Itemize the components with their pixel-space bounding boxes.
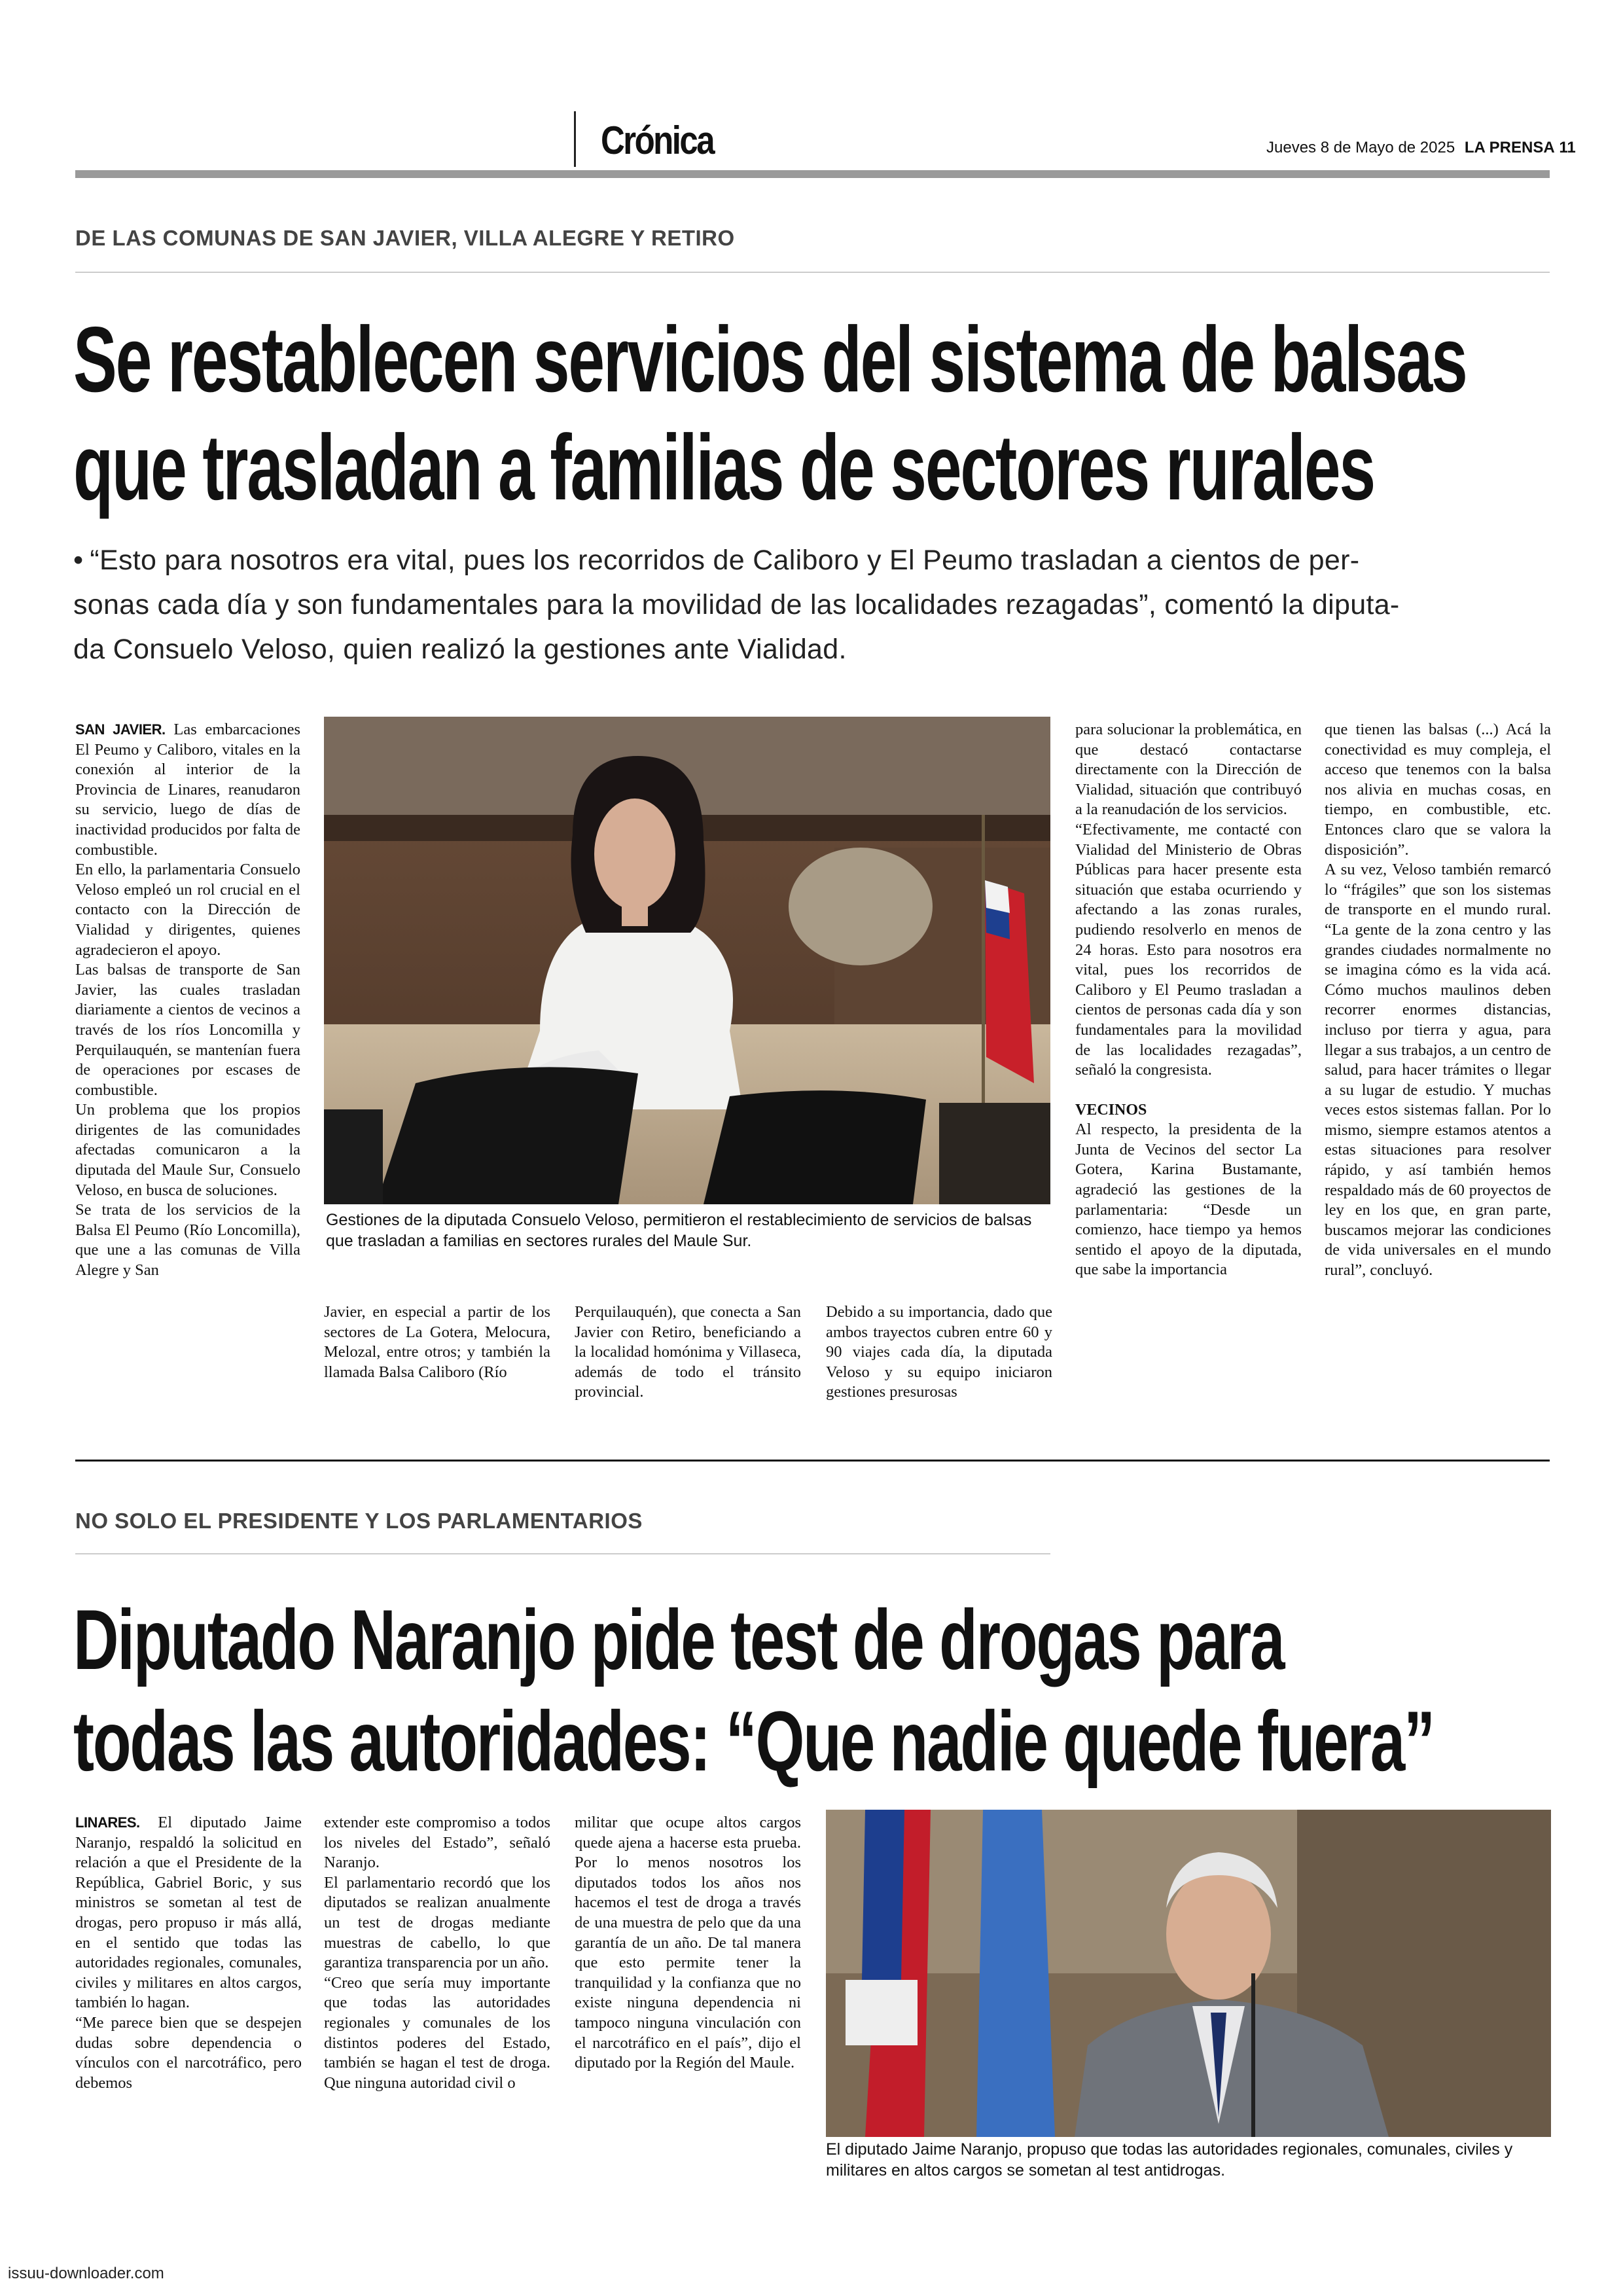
deck-line-1: “Esto para nosotros era vital, pues los recorridos de Caliboro y El Peumo trasladan a cientos de per- — [90, 545, 1360, 576]
article1-column-3: Perquilauquén), que conecta a San Javier con Retiro, beneficiando a la localidad homónima y Villaseca, además de todo el tránsito provincial. — [575, 1303, 801, 1401]
article1-column-4: Debido a su importancia, dado que ambos trayectos cubren entre 60 y 90 viajes cada día, la diputada Veloso y su equipo iniciaron gestiones presurosas — [826, 1303, 1052, 1401]
article1-headline-line1: Se restablecen servicios del sistema de balsas — [73, 308, 1467, 412]
article2-col2-p3: “Creo que sería muy importante que todas las autoridades regionales y comunales de los distintos poderes del Estado, también se hagan el test de droga. Que ninguna autoridad civil o — [324, 1973, 550, 2092]
article1-kicker-rule — [75, 272, 1550, 273]
header-rule — [75, 170, 1550, 178]
article2-photo-caption: El diputado Jaime Naranjo, propuso que todas las autoridades regionales, comunales, civiles y militares en altos cargos se sometan al test antidrogas. — [826, 2140, 1513, 2179]
article2-column-1 — [75, 1813, 302, 2093]
article1-photo — [324, 717, 1050, 1204]
article1-column-1 — [75, 720, 300, 1281]
article1-dateline: SAN JAVIER. — [75, 721, 166, 738]
article2-photo-illustration — [826, 1810, 1551, 2137]
article1-column-5 — [1075, 720, 1302, 1280]
article1-photo-caption: Gestiones de la diputada Consuelo Veloso, permitieron el restablecimiento de servicios de balsas que trasladan a familias en sectores rurales del Maule Sur. — [326, 1211, 1032, 1250]
article1-col1-p4: Un problema que los propios dirigentes de las comunidades afectadas comunicaron a la diputada del Maule Sur, Consuelo Veloso, en busca de soluciones. — [75, 1101, 300, 1199]
header-date: Jueves 8 de Mayo de 2025 — [1266, 139, 1455, 156]
deck-line-2: sonas cada día y son fundamentales para la movilidad de las localidades rezagadas”, comentó la diputa- — [73, 589, 1400, 620]
article1-col6-p2: A su vez, Veloso también remarcó lo “frágiles” que son los sistemas de transporte en el mundo rural. “La gente de la zona centro y las grandes ciudades normalmente no se imagina cómo es la vida acá. Cómo muchos maulinos deben recorrer enormes distancias, incluso por tierra y agua, para llegar a sus trabajos, a un centro de salud, para hacer trámites o llegar a su lugar de estudio. Y muchas veces estos sistemas fallan. Por lo mismo, siempre estamos atentos a estas situaciones para resolver rápido, y así también hemos respaldado más de 60 proyectos de ley en los que, en gran parte, buscamos mejorar las condiciones de vida universales en el mundo rural”, concluyó. — [1325, 861, 1551, 1280]
article1-col1-p3: Las balsas de transporte de San Javier, las cuales trasladan diariamente a cientos de vecinos a través de los ríos Loncomilla y Perquilauquén, se mantenían fuera de operaciones por escases de combustible. — [75, 961, 300, 1099]
article2-col2-p2: El parlamentario recordó que los diputados se realizan anualmente un test de drogas mediante muestras de cabello, lo que garantiza transparencia por un año. — [324, 1873, 550, 1972]
article1-col5-p3: Al respecto, la presidenta de la Junta de Vecinos del sector La Gotera, Karina Bustamante, agradeció las gestiones de la parlamentaria: “Desde un comienzo, hace tiempo ya hemos sentido el apoyo de la diputada, que sabe la importancia — [1075, 1121, 1302, 1279]
article1-col1-p2: En ello, la parlamentaria Consuelo Veloso empleó un rol crucial en el contacto con la Dirección de Vialidad y dirigentes, quienes agradecieron el apoyo. — [75, 861, 300, 959]
article2-column-3: militar que ocupe altos cargos quede ajena a hacerse esta prueba. Por lo menos nosotros los diputados todos los años nos hacemos el test de droga a través de una muestra de pelo que da una garantía de un año. De tal manera que esto permite tener la tranquilidad y la confianza que no existe ninguna dependencia ni tampoco ninguna vinculación con el narcotráfico en el país”, dijo el diputado por la Región del Maule. — [575, 1814, 801, 2072]
article1-col5-p2: “Efectivamente, me contacté con Vialidad del Ministerio de Obras Públicas para hacer presente esta situación que estaba ocurriendo y afectando a las zonas rurales, pudiendo resolverlo en menos de 24 horas. Esto para nosotros era vital, pues los recorridos de Caliboro y El Peumo trasladan a cientos de personas cada día y son fundamentales para la movilidad de las localidades rezagadas”, señaló la congresista. — [1075, 820, 1302, 1079]
article-separator — [75, 1460, 1550, 1462]
article2-kicker-rule — [75, 1553, 1050, 1554]
article1-column-2: Javier, en especial a partir de los sectores de La Gotera, Melocura, Melozal, entre otros; y también la llamada Balsa Caliboro (Río — [324, 1303, 550, 1381]
article2-dateline: LINARES. — [75, 1814, 140, 1831]
article2-col2-p1: extender este compromiso a todos los niveles del Estado”, señaló Naranjo. — [324, 1814, 550, 1872]
article2-headline-line1: Diputado Naranjo pide test de drogas para — [73, 1592, 1284, 1687]
article1-headline-line2: que trasladan a familias de sectores rurales — [73, 416, 1374, 520]
section-title: Crónica — [601, 118, 714, 162]
article1-col6-p1: que tienen las balsas (...) Acá la conectividad es muy compleja, el acceso que tenemos con la balsa nos alivia en muchas cosas, en tiempo, en combustible, etc. Entonces claro que se valora la disposición”. — [1325, 721, 1551, 859]
article1-col1-p1: Las embarcaciones El Peumo y Caliboro, vitales en la conexión al interior de la Provincia de Linares, reanudaron su servicio, luego de días de inactividad producidos por falta de combustible. — [75, 721, 301, 859]
deck-bullet: • — [73, 545, 84, 576]
header-divider-left — [574, 111, 576, 167]
footer-watermark: issuu-downloader.com — [8, 2265, 164, 2282]
article1-column-6 — [1325, 720, 1551, 1281]
article1-subhead-vecinos: VECINOS — [1075, 1101, 1147, 1119]
article2-col1-p2: “Me parece bien que se despejen dudas sobre dependencia o vínculos con el narcotráfico, pero debemos — [75, 2013, 302, 2092]
article1-kicker: DE LAS COMUNAS DE SAN JAVIER, VILLA ALEGRE Y RETIRO — [75, 226, 735, 250]
article1-photo-illustration — [324, 717, 1050, 1204]
article1-col5-p1: para solucionar la problemática, en que destacó contactarse directamente con la Dirección de Vialidad, situación que contribuyó a la reanudación de los servicios. — [1075, 721, 1302, 819]
header-dateline — [1266, 139, 1576, 157]
article1-col1-p5: Se trata de los servicios de la Balsa El Peumo (Río Loncomilla), que une a las comunas de Villa Alegre y San — [75, 1201, 300, 1280]
article2-column-2 — [324, 1813, 550, 2093]
article1-deck — [73, 538, 1400, 672]
article2-headline-line2: todas las autoridades: “Que nadie quede fuera” — [73, 1693, 1434, 1789]
header-page: 11 — [1559, 139, 1576, 156]
article2-col1-p1: El diputado Jaime Naranjo, respaldó la solicitud en relación a que el Presidente de la República, Gabriel Boric, y sus ministros se sometan al test de drogas, pero propuso ir más allá, en el sentido que todas las autoridades regionales, comunales, civiles y militares en altos cargos, también lo hagan. — [75, 1814, 302, 2012]
deck-line-3: da Consuelo Veloso, quien realizó la gestiones ante Vialidad. — [73, 634, 847, 665]
header-paper: LA PRENSA — [1464, 139, 1555, 156]
article2-kicker: NO SOLO EL PRESIDENTE Y LOS PARLAMENTARIOS — [75, 1509, 643, 1533]
article2-photo — [826, 1810, 1551, 2137]
